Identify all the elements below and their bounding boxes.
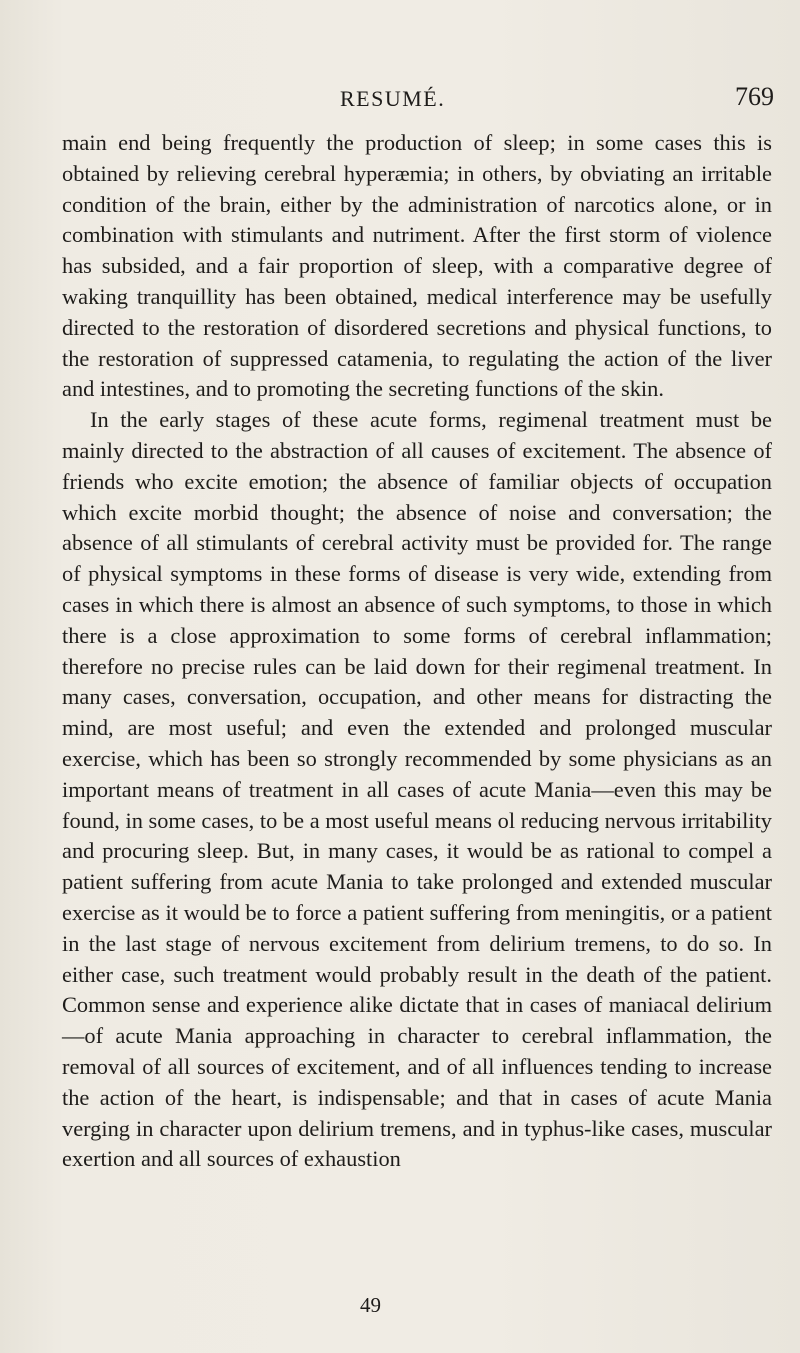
running-title: RESUMÉ. xyxy=(340,86,446,111)
paragraph-continuation: main end being frequently the production of sleep; in some cases this is obtained by relieving cerebral hyperæmia; in others, by obviating an irritable condition of the brain, either by the administration of narcotics alone, or in combination with stimulants and nutriment. After the first storm of violence has subsided, and a fair proportion of sleep, with a comparative degree of waking tranquillity has been obtained, medical interference may be usefully directed to the restoration of disordered secretions and physical functions, to the restoration of suppressed catamenia, to regulating the action of the liver and intestines, and to promoting the secreting functions of the skin. xyxy=(62,130,772,402)
running-head xyxy=(0,78,800,118)
body-text xyxy=(62,128,772,1175)
page-number: 769 xyxy=(735,82,774,111)
paragraph-regimenal-treatment: In the early stages of these acute forms, regimenal treatment must be mainly directed to the abstraction of all causes of excitement. The absence of friends who excite emotion; the absence of familiar objects of occupation which excite morbid thought; the absence of noise and conversation; the absence of all stimulants of cerebral activity must be provided for. The range of physical symptoms in these forms of disease is very wide, extending from cases in which there is almost an absence of such symptoms, to those in which there is a close approximation to some forms of cerebral inflammation; therefore no precise rules can be laid down for their regimenal treatment. In many cases, conversation, occupation, and other means for distracting the mind, are most useful; and even the extended and prolonged muscular exercise, which has been so strongly recommended by some physicians as an important means of treatment in all cases of acute Mania—even this may be found, in some cases, to be a most useful means ol reducing nervous irritability and procuring sleep. But, in many cases, it would be as rational to compel a patient suffering from acute Mania to take prolonged and extended muscular exercise as it would be to force a patient suffering from meningitis, or a patient in the last stage of nervous excitement from delirium tremens, to do so. In either case, such treatment would probably result in the death of the patient. Common sense and experience alike dictate that in cases of maniacal delirium—of acute Mania approaching in character to cerebral inflammation, the removal of all sources of excitement, and of all influences tending to increase the action of the heart, is indispensable; and that in cases of acute Mania verging in character upon delirium tremens, and in typhus-like cases, muscular exertion and all sources of exhaustion xyxy=(62,407,772,1172)
signature-mark: 49 xyxy=(360,1293,381,1317)
